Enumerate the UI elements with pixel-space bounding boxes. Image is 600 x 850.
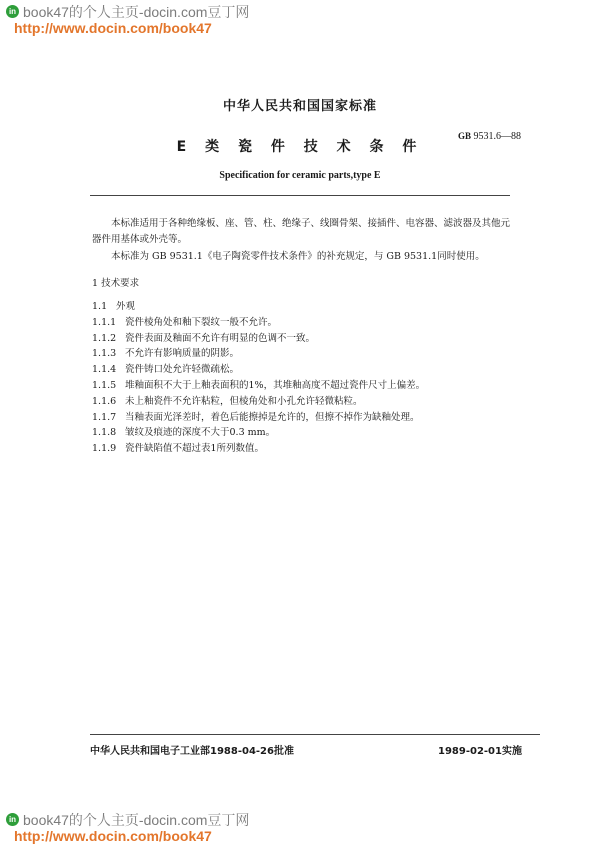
section-heading: 1 技术要求 bbox=[92, 278, 140, 289]
item-text: 瓷件缺陷值不超过表1所列数值。 bbox=[125, 443, 265, 455]
item-number: 1.1.1 bbox=[92, 316, 117, 328]
item-number: 1.1.9 bbox=[92, 443, 117, 455]
item-number: 1.1.3 bbox=[92, 348, 117, 360]
item-text: 未上釉瓷件不允许粘粒，但棱角处和小孔允许轻微粘粒。 bbox=[125, 395, 363, 407]
title-divider bbox=[90, 195, 510, 196]
approval-line: 中华人民共和国电子工业部1988-04-26批准 bbox=[90, 746, 294, 757]
requirement-item bbox=[92, 393, 363, 407]
watermark-url-link[interactable]: http://www.docin.com/book47 bbox=[14, 20, 212, 36]
item-number: 1.1.2 bbox=[92, 332, 117, 344]
docin-logo-icon: in bbox=[6, 5, 19, 18]
item-number: 1.1.4 bbox=[92, 364, 117, 376]
standard-prefix: GB bbox=[458, 131, 472, 141]
item-number: 1.1 bbox=[92, 301, 108, 312]
requirement-item bbox=[92, 409, 420, 423]
requirement-item bbox=[92, 330, 315, 344]
requirement-item bbox=[92, 314, 277, 328]
item-text: 皱纹及痕迹的深度不大于0.3 mm。 bbox=[125, 427, 276, 439]
item-number: 1.1.7 bbox=[92, 411, 117, 423]
watermark-top bbox=[4, 2, 304, 38]
intro-paragraph: 本标准适用于各种绝缘板、座、管、柱、绝缘子、线圈骨架、接插件、电容器、滤波器及其他元器件用基体或外壳等。 bbox=[92, 218, 511, 245]
item-text: 堆釉面积不大于上釉表面积的1%，其堆釉高度不超过瓷件尺寸上偏差。 bbox=[125, 380, 426, 391]
watermark-bottom bbox=[4, 810, 304, 846]
item-text: 瓷件表面及釉面不允许有明显的色调不一致。 bbox=[125, 332, 316, 344]
requirement-item bbox=[92, 361, 239, 375]
item-text: 瓷件棱角处和釉下裂纹一般不允许。 bbox=[125, 316, 278, 328]
standard-code: 9531.6—88 bbox=[473, 131, 522, 142]
item-text: 当釉表面光泽差时，着色后能擦掉是允许的，但擦不掉作为缺釉处理。 bbox=[125, 411, 420, 423]
watermark-url-link[interactable]: http://www.docin.com/book47 bbox=[14, 828, 212, 844]
national-standard-heading: 中华人民共和国国家标准 bbox=[222, 99, 377, 114]
watermark-site-label: book47的个人主页-docin.com豆丁网 bbox=[23, 812, 250, 828]
item-number: 1.1.8 bbox=[92, 427, 117, 439]
requirement-item bbox=[92, 345, 239, 359]
requirement-item bbox=[92, 377, 425, 391]
implementation-date: 1989-02-01实施 bbox=[438, 746, 522, 757]
intro-paragraph: 本标准为 GB 9531.1《电子陶瓷零件技术条件》的补充规定，与 GB 9531.1同时使用。 bbox=[111, 251, 485, 262]
requirement-item bbox=[92, 424, 275, 438]
footer-divider bbox=[90, 734, 540, 735]
item-text: 外观 bbox=[116, 301, 136, 312]
item-number: 1.1.5 bbox=[92, 380, 117, 391]
requirement-item bbox=[92, 440, 264, 454]
item-number: 1.1.6 bbox=[92, 395, 117, 407]
watermark-site-label: book47的个人主页-docin.com豆丁网 bbox=[23, 4, 250, 20]
item-text: 不允许有影响质量的阴影。 bbox=[125, 348, 240, 360]
requirement-item bbox=[92, 298, 135, 312]
document-title-en: Specification for ceramic parts,type E bbox=[219, 170, 381, 181]
docin-logo-icon: in bbox=[6, 813, 19, 826]
document-title-cn: E 类 瓷 件 技 术 条 件 bbox=[176, 139, 424, 155]
item-text: 瓷件铸口处允许轻微疏松。 bbox=[125, 364, 240, 376]
